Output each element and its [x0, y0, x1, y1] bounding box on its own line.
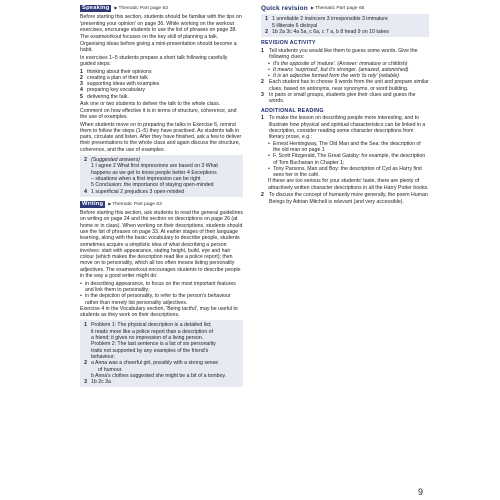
list-item: • F. Scott Fitzgerald, The Great Gatsby: for example, the description of Tom Buchanan in Chapter 1;	[268, 153, 426, 166]
list-item: • Ernest Hemingway, The Old Man and the Sea: the description of the old man on page 1	[268, 140, 421, 153]
speaking-paragraph-3: When students move on to preparing the talks in Exercise 6, remind them to follow the steps (1–5) they have practised. As students talk in pairs, circulate and listen. After they have finished, ask a few to deliver their presentations to the whole class and again discuss the structure, coherence, and the use of examples.	[80, 121, 242, 153]
triangle-icon: ▶	[310, 5, 314, 10]
quick-revision-part-ref: ▶Thematic Part page 65	[310, 5, 365, 11]
list-item: 3 supporting ideas with examples	[80, 81, 160, 88]
writing-paragraph-1: Before starting this section, ask students to read the general guidelines on writing on page 24 and the section on descriptions on page 26 (at home or in class). When working on their descriptions, students should use the list of phrases on page 33. At earlier stages of their language learning, along with the basic vocabulary to describe people, students sometimes acquire a simplistic idea of what describing a person involves: start with appearance, stating height, build, eye and hair colour (which makes the description read like a police report); then move on to personality, which all too often means listing personality adjectives. The examworkout encourages students to describe people in the way a good writer might do:	[80, 210, 243, 280]
list-item: • It means 'surprised', but it's stronger. (amazed, astonished)	[268, 66, 409, 73]
list-item: 1 thinking about their opinions	[80, 68, 152, 75]
additional-reading-title: ADDITIONAL READING	[261, 107, 324, 114]
speaking-part-ref: ▶Thematic Part page 63	[114, 5, 168, 11]
quick-revision-answer-box: 1 1 unreliable 2 insincere 3 irresponsible 3 immature 5 illiterate 6 disloyal 2 1b 2a 3c 4a 5a, c 6a, c 7 a, b 8 head 9 on 10 takes	[261, 14, 429, 37]
writing-header	[80, 201, 243, 208]
quick-revision-title: Quick revision	[261, 4, 308, 12]
speaking-exercises-intro: In exercises 1–5 students prepare a short talk following carefully guided steps:	[80, 54, 228, 67]
page-number: 9	[418, 487, 424, 497]
list-item: • It is an adjective formed form the verb 'to rely' (reliable)	[268, 73, 399, 80]
list-item: 1 Tell students you would like them to guess some words. Give the following clues:	[261, 47, 418, 61]
triangle-icon: ▶	[108, 200, 112, 206]
list-item: 2 creating a plan of their talk	[80, 74, 148, 81]
speaking-paragraph-2: Ask one or two students to deliver the talk to the whole class. Comment on how effective it is in terms of structure, coherence, and the use of examples.	[80, 101, 237, 120]
list-item: • in the depiction of personality, to refer to the person's behaviour rather than merely list personality adjectives.	[80, 293, 231, 306]
writing-title: Writing	[82, 200, 104, 207]
quick-revision-header	[261, 5, 429, 12]
writing-paragraph-2: Exercise 4 in the Vocabulary section, 'Being tactful', may be useful to students as they work on their descriptions.	[80, 305, 238, 319]
triangle-icon: ▶	[114, 5, 118, 10]
revision-activity-title: REVISION ACTIVITY	[261, 40, 316, 47]
left-column	[80, 5, 243, 389]
speaking-exam-paragraph: The examworkout focuses on the key skill of planning a talk. Organising ideas before giving a mini-presentation should become a habit.	[80, 34, 237, 54]
list-item: 1 To make the lesson on describing people more interesting, and to illustrate how physical and spiritual characteristics can be linked in a description, consider reading some character descriptions from literary prose, e.g.:	[261, 115, 426, 141]
speaking-intro: Before starting this section, students should be familiar with the tips on 'presenting your opinion' on page 36. While working on the workout exercises, encourage students to use the list of phrases on page 38.	[80, 14, 242, 33]
speaking-answer-box: 2 (Suggested answers) 1 I agree 2 What first impressions are based on 3 What happens as we get to know people better 4 Exceptions – situations when a first impression can be right 5 Conclusion: the importance of staying open-minded 4 1 superficial 2 prejudices 3 open-minded	[80, 155, 243, 197]
list-item: 2 To discuss the concept of humanity more generally, the poem Human Beings by Adrian Mitchell is relevant (and very accessible).	[261, 192, 428, 205]
writing-answer-box: 1 Problem 1: The physical description is a detailed list; it reads more like a police report than a description of a friend; it gives no impression of a living person. Problem 2: The last sentence is a list of six personality traits not supported by any examples of the friend's behaviour. 2 a Anna was a cheerful girl, possibly with a strong sense of humour. b Anna's clothes suggested she might be a bit of a tomboy. 3 1b 2c 3a	[80, 320, 243, 387]
list-item: • It's the opposite of 'mature'. (Answer: immature or childish)	[268, 60, 408, 67]
list-item: 5 delivering the talk.	[80, 93, 129, 100]
list-item: • in describing appearance, to focus on the most important features and link them to personality;	[80, 280, 236, 293]
speaking-header	[80, 5, 243, 12]
list-item: • Tony Parsons, Man and Boy: the description of Cyd as Harry first sees her in the café.	[268, 165, 422, 179]
right-column: Quick revision ▶Thematic Part page 65 1 1 unreliable 2 insincere 3 irresponsible 3 immature 5 illiterate 6 disloyal 2 1b 2a 3c 4a 5a, c 6a, c 7 a, b 8 head 9 on 10 takes REVISION ACTIVITY 1 Tell students you would like them to guess some words. Give the following clues: • It's the opposite of 'mature'. (Answer: immature or childish) • It means 'surprised', but it's stronger. (amazed, astonished) • It is an adjective formed form the verb 'to rely' (reliable) 2 Each student has to choose 9 words from the unit and prepare similar clues, based on antonyms, near synonyms, or word building. 3 In pairs or small groups, students give their clues and guess the words. ADDITIONAL READING 1 To make the lesson on describing people more interesting, and to illustrate how physical and spiritual characteristics can be linked in a description, consider reading some character descriptions from literary prose, e.g.: • Ernest Hemingway, The Old Man and the Sea: the description of the old man on page 1 • F. Scott Fitzgerald, The Great Gatsby: for example, the description of Tom Buchanan in Chapter 1; • Tony Parsons, Man and Boy: the description of Cyd as Harry first sees her in the café. If these are too serious for your students' taste, there are plenty of attractively written character descriptions in all the Harry Potter books. 2 To discuss the concept of humanity more generally, the poem Human Beings by Adrian Mitchell is relevant (and very accessible).	[261, 4, 429, 205]
speaking-title: Speaking	[82, 5, 110, 12]
writing-part-ref: ▶Thematic Part page 63	[108, 200, 162, 207]
speaking-steps-list	[80, 69, 243, 100]
list-item: 4 preparing key vocabulary	[80, 87, 145, 94]
list-item: 2 Each student has to choose 9 words from the unit and prepare similar clues, based on antonyms, near synonyms, or word building.	[261, 79, 429, 92]
list-item: 3 In pairs or small groups, students give their clues and guess the words.	[261, 92, 416, 105]
